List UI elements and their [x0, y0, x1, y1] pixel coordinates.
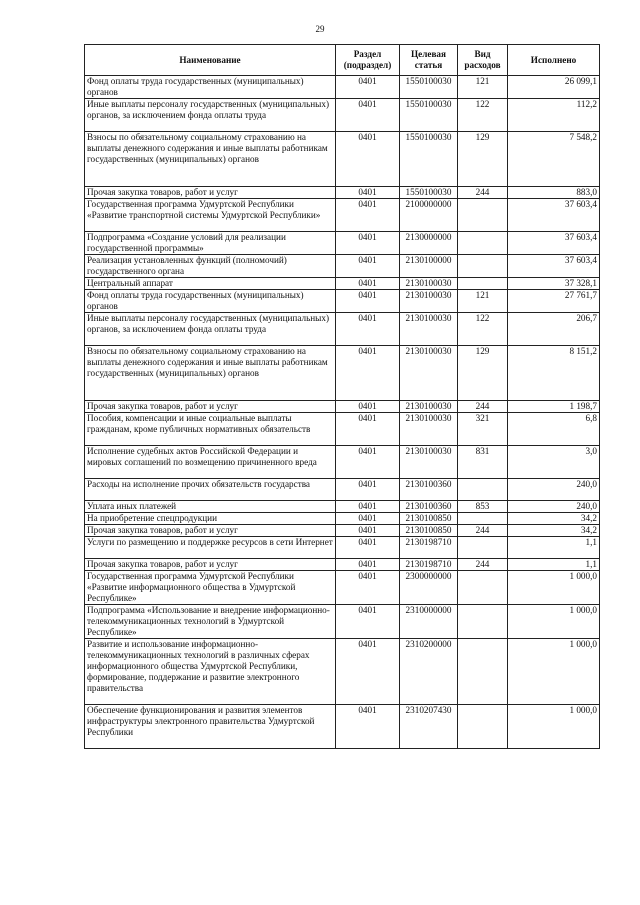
cell-name: Уплата иных платежей — [85, 501, 336, 513]
cell-type: 244 — [458, 525, 508, 537]
cell-target: 2130100030 — [400, 278, 458, 290]
cell-done: 34,2 — [508, 525, 600, 537]
cell-section: 0401 — [336, 571, 400, 605]
cell-done: 240,0 — [508, 501, 600, 513]
cell-done: 1 000,0 — [508, 705, 600, 749]
table-row — [85, 76, 600, 99]
cell-name: Взносы по обязательному социальному страхованию на выплаты денежного содержания и иные выплаты работникам государственных (муниципальных) органов — [85, 346, 336, 401]
cell-name: Прочая закупка товаров, работ и услуг — [85, 525, 336, 537]
cell-target: 2310200000 — [400, 639, 458, 705]
cell-name: Центральный аппарат — [85, 278, 336, 290]
cell-target: 2130100000 — [400, 255, 458, 278]
cell-done: 1 000,0 — [508, 571, 600, 605]
cell-section: 0401 — [336, 187, 400, 199]
cell-section: 0401 — [336, 255, 400, 278]
cell-done: 240,0 — [508, 479, 600, 501]
page-number: 29 — [315, 24, 325, 34]
table-row — [85, 479, 600, 501]
cell-section: 0401 — [336, 513, 400, 525]
cell-type — [458, 255, 508, 278]
cell-target: 2130100360 — [400, 479, 458, 501]
cell-type: 129 — [458, 346, 508, 401]
cell-done: 26 099,1 — [508, 76, 600, 99]
cell-done: 37 603,4 — [508, 199, 600, 232]
cell-done: 6,8 — [508, 413, 600, 446]
cell-type — [458, 605, 508, 639]
cell-done: 1 198,7 — [508, 401, 600, 413]
table-row — [85, 401, 600, 413]
cell-done: 37 328,1 — [508, 278, 600, 290]
cell-section: 0401 — [336, 290, 400, 313]
cell-name: Прочая закупка товаров, работ и услуг — [85, 559, 336, 571]
table-row — [85, 501, 600, 513]
cell-section: 0401 — [336, 278, 400, 290]
table-row — [85, 346, 600, 401]
cell-type: 321 — [458, 413, 508, 446]
cell-type: 244 — [458, 401, 508, 413]
cell-target: 2130198710 — [400, 559, 458, 571]
cell-type: 122 — [458, 99, 508, 132]
table-row — [85, 446, 600, 479]
cell-target: 2310207430 — [400, 705, 458, 749]
cell-target: 2100000000 — [400, 199, 458, 232]
cell-target: 2130100030 — [400, 401, 458, 413]
cell-done: 112,2 — [508, 99, 600, 132]
header-section: Раздел (подраздел) — [336, 45, 400, 76]
table-body — [85, 76, 600, 749]
cell-section: 0401 — [336, 99, 400, 132]
cell-name: Фонд оплаты труда государственных (муниципальных) органов — [85, 290, 336, 313]
table-row — [85, 232, 600, 255]
cell-section: 0401 — [336, 232, 400, 255]
cell-type — [458, 571, 508, 605]
cell-target: 1550100030 — [400, 187, 458, 199]
cell-name: Расходы на исполнение прочих обязательств государства — [85, 479, 336, 501]
cell-target: 2130100850 — [400, 525, 458, 537]
cell-name: Реализация установленных функций (полномочий) государственного органа — [85, 255, 336, 278]
cell-name: Подпрограмма «Использование и внедрение информационно-телекоммуникационных технологий в Удмуртской Республике» — [85, 605, 336, 639]
cell-name: Пособия, компенсации и иные социальные выплаты гражданам, кроме публичных нормативных обязательств — [85, 413, 336, 446]
cell-done: 1 000,0 — [508, 605, 600, 639]
header-type: Вид расходов — [458, 45, 508, 76]
cell-name: Услуги по размещению и поддержке ресурсов в сети Интернет — [85, 537, 336, 559]
cell-name: Фонд оплаты труда государственных (муниципальных) органов — [85, 76, 336, 99]
cell-type — [458, 232, 508, 255]
cell-target: 2130100030 — [400, 290, 458, 313]
table-row — [85, 255, 600, 278]
header-name: Наименование — [85, 45, 336, 76]
table-header-row — [85, 45, 600, 76]
table-row — [85, 313, 600, 346]
cell-section: 0401 — [336, 413, 400, 446]
cell-done: 27 761,7 — [508, 290, 600, 313]
cell-target: 2130000000 — [400, 232, 458, 255]
cell-section: 0401 — [336, 346, 400, 401]
cell-target: 2300000000 — [400, 571, 458, 605]
header-done: Исполнено — [508, 45, 600, 76]
cell-name: Государственная программа Удмуртской Республики «Развитие информационного общества в Удмуртской Республике» — [85, 571, 336, 605]
cell-name: Взносы по обязательному социальному страхованию на выплаты денежного содержания и иные выплаты работникам государственных (муниципальных) органов — [85, 132, 336, 187]
table-row — [85, 537, 600, 559]
cell-type — [458, 278, 508, 290]
cell-type — [458, 705, 508, 749]
cell-section: 0401 — [336, 313, 400, 346]
cell-type — [458, 479, 508, 501]
cell-name: Исполнение судебных актов Российской Федерации и мировых соглашений по возмещению причиненного вреда — [85, 446, 336, 479]
cell-section: 0401 — [336, 401, 400, 413]
table-row — [85, 413, 600, 446]
cell-name: Развитие и использование информационно-телекоммуникационных технологий в различных сферах информационного общества Удмуртской Республики, формирование, поддержание и развитие электронного правительства — [85, 639, 336, 705]
table-row — [85, 99, 600, 132]
cell-section: 0401 — [336, 537, 400, 559]
cell-type — [458, 199, 508, 232]
cell-target: 2130100360 — [400, 501, 458, 513]
table-row — [85, 290, 600, 313]
cell-done: 37 603,4 — [508, 255, 600, 278]
cell-type: 129 — [458, 132, 508, 187]
cell-type — [458, 537, 508, 559]
table-row — [85, 705, 600, 749]
cell-done: 37 603,4 — [508, 232, 600, 255]
expenditure-table — [84, 44, 600, 749]
cell-section: 0401 — [336, 199, 400, 232]
cell-name: Обеспечение функционирования и развития элементов инфраструктуры электронного правительства Удмуртской Республики — [85, 705, 336, 749]
cell-target: 1550100030 — [400, 76, 458, 99]
cell-type: 831 — [458, 446, 508, 479]
cell-section: 0401 — [336, 525, 400, 537]
table-row — [85, 571, 600, 605]
cell-name: Иные выплаты персоналу государственных (муниципальных) органов, за исключением фонда оплаты труда — [85, 313, 336, 346]
cell-section: 0401 — [336, 705, 400, 749]
cell-type: 244 — [458, 187, 508, 199]
cell-done: 1,1 — [508, 559, 600, 571]
cell-done: 3,0 — [508, 446, 600, 479]
cell-type: 121 — [458, 290, 508, 313]
cell-type — [458, 639, 508, 705]
cell-done: 883,0 — [508, 187, 600, 199]
table-row — [85, 199, 600, 232]
cell-done: 1 000,0 — [508, 639, 600, 705]
table-row — [85, 513, 600, 525]
table-row — [85, 639, 600, 705]
cell-name: Прочая закупка товаров, работ и услуг — [85, 401, 336, 413]
cell-done: 7 548,2 — [508, 132, 600, 187]
cell-type: 244 — [458, 559, 508, 571]
cell-target: 1550100030 — [400, 132, 458, 187]
cell-section: 0401 — [336, 559, 400, 571]
header-target: Целевая статья — [400, 45, 458, 76]
cell-section: 0401 — [336, 479, 400, 501]
cell-target: 2130198710 — [400, 537, 458, 559]
table-row — [85, 525, 600, 537]
cell-type: 853 — [458, 501, 508, 513]
cell-section: 0401 — [336, 639, 400, 705]
cell-type — [458, 513, 508, 525]
table-row — [85, 559, 600, 571]
cell-name: Государственная программа Удмуртской Республики «Развитие транспортной системы Удмуртской Республики» — [85, 199, 336, 232]
cell-done: 206,7 — [508, 313, 600, 346]
cell-name: Иные выплаты персоналу государственных (муниципальных) органов, за исключением фонда оплаты труда — [85, 99, 336, 132]
table-row — [85, 278, 600, 290]
cell-type: 121 — [458, 76, 508, 99]
cell-target: 2130100030 — [400, 346, 458, 401]
cell-name: Подпрограмма «Создание условий для реализации государственной программы» — [85, 232, 336, 255]
cell-section: 0401 — [336, 605, 400, 639]
cell-done: 8 151,2 — [508, 346, 600, 401]
cell-section: 0401 — [336, 76, 400, 99]
cell-type: 122 — [458, 313, 508, 346]
cell-target: 1550100030 — [400, 99, 458, 132]
cell-target: 2310000000 — [400, 605, 458, 639]
cell-name: Прочая закупка товаров, работ и услуг — [85, 187, 336, 199]
table-row — [85, 187, 600, 199]
cell-target: 2130100030 — [400, 446, 458, 479]
table-row — [85, 605, 600, 639]
cell-section: 0401 — [336, 132, 400, 187]
cell-done: 34,2 — [508, 513, 600, 525]
cell-target: 2130100030 — [400, 313, 458, 346]
cell-name: На приобретение спецпродукции — [85, 513, 336, 525]
cell-section: 0401 — [336, 446, 400, 479]
cell-target: 2130100850 — [400, 513, 458, 525]
cell-done: 1,1 — [508, 537, 600, 559]
table-row — [85, 132, 600, 187]
cell-target: 2130100030 — [400, 413, 458, 446]
cell-section: 0401 — [336, 501, 400, 513]
